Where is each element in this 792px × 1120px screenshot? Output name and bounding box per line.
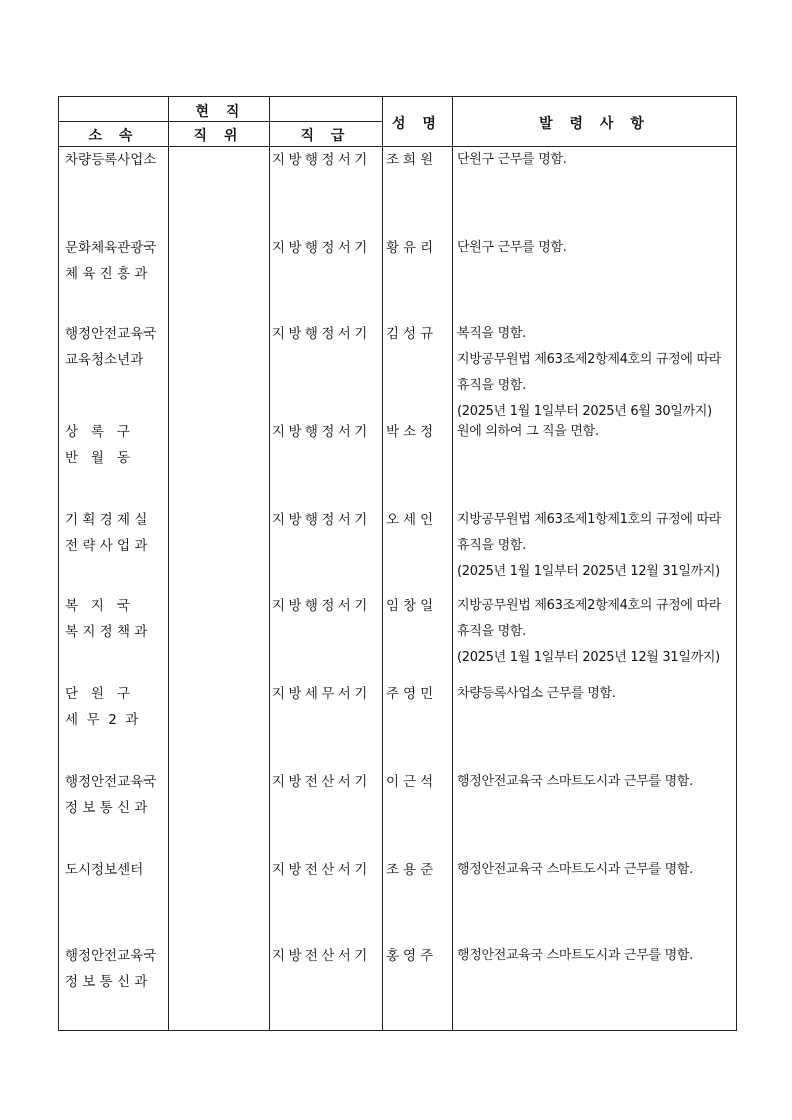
row-grade: 지방행정서기: [272, 598, 371, 614]
row-name: 조희원: [386, 152, 438, 168]
affiliation-line: 행정안전교육국: [65, 774, 157, 790]
affiliation-line: 차량등록사업소: [65, 152, 157, 168]
row-name: 황유리: [386, 240, 438, 256]
row-grade: 지방행정서기: [272, 424, 371, 440]
order-line: 원에 의하여 그 직을 면함.: [457, 424, 599, 439]
row-order: [457, 147, 737, 173]
header-position: 직 위: [193, 128, 244, 144]
row-grade: 지방세무서기: [272, 686, 371, 702]
header-current-position: 현 직: [195, 104, 246, 120]
row-order: [457, 321, 737, 425]
affiliation-line: 교육청소년과: [65, 352, 144, 368]
personnel-table: [58, 96, 737, 1031]
row-name: 김성규: [386, 326, 438, 342]
row-name: 홍영주: [386, 948, 438, 964]
row-order: [457, 769, 737, 795]
row-grade: 지방전산서기: [272, 774, 371, 790]
row-affiliation: [65, 507, 165, 559]
row-order: [457, 943, 737, 969]
order-line: 행정안전교육국 스마트도시과 근무를 명함.: [457, 948, 693, 963]
order-line: 휴직을 명함.: [457, 538, 526, 553]
row-affiliation: [65, 681, 165, 733]
row-grade: 지방행정서기: [272, 326, 371, 342]
row-name: 박소정: [386, 424, 438, 440]
row-grade: 지방전산서기: [272, 948, 371, 964]
header-name: 성 명: [392, 116, 442, 132]
column-divider: [269, 97, 270, 1030]
header-grade: 직 급: [300, 128, 351, 144]
affiliation-line: 기 획 경 제 실: [65, 512, 148, 528]
affiliation-line: 행정안전교육국: [65, 948, 157, 964]
affiliation-line: 단 원 구: [65, 686, 130, 702]
affiliation-line: 전 략 사 업 과: [65, 538, 148, 554]
affiliation-line: 도시정보센터: [65, 862, 144, 878]
order-line: 지방공무원법 제63조제2항제4호의 규정에 따라: [457, 598, 722, 613]
row-affiliation: [65, 593, 165, 645]
order-line: (2025년 1월 1일부터 2025년 12월 31일까지): [457, 564, 720, 579]
order-line: 휴직을 명함.: [457, 378, 526, 393]
column-divider: [452, 97, 453, 1030]
order-line: (2025년 1월 1일부터 2025년 12월 31일까지): [457, 650, 720, 665]
order-line: 복직을 명함.: [457, 326, 526, 341]
row-affiliation: [65, 235, 165, 287]
row-affiliation: [65, 321, 165, 373]
affiliation-line: 상 록 구: [65, 424, 130, 440]
row-affiliation: [65, 769, 165, 821]
order-line: 행정안전교육국 스마트도시과 근무를 명함.: [457, 862, 693, 877]
row-order: [457, 419, 737, 445]
affiliation-line: 체 육 진 흥 과: [65, 266, 148, 282]
row-affiliation: [65, 943, 165, 995]
header-order: 발 령 사 항: [539, 116, 650, 132]
row-name: 임창일: [386, 598, 438, 614]
affiliation-line: 문화체육관광국: [65, 240, 157, 256]
row-affiliation: [65, 147, 165, 173]
affiliation-line: 정 보 통 신 과: [65, 974, 148, 990]
row-grade: 지방행정서기: [272, 152, 371, 168]
affiliation-line: 행정안전교육국: [65, 326, 157, 342]
column-divider: [382, 97, 383, 1030]
header-divider: [59, 121, 382, 122]
order-line: (2025년 1월 1일부터 2025년 6월 30일까지): [457, 404, 712, 419]
header-affiliation: 소 속: [88, 128, 139, 144]
row-grade: 지방행정서기: [272, 512, 371, 528]
row-order: [457, 857, 737, 883]
affiliation-line: 복 지 국: [65, 598, 130, 614]
column-divider: [168, 97, 169, 1030]
row-grade: 지방행정서기: [272, 240, 371, 256]
affiliation-line: 정 보 통 신 과: [65, 800, 148, 816]
row-affiliation: [65, 419, 165, 471]
order-line: 차량등록사업소 근무를 명함.: [457, 686, 616, 701]
affiliation-line: 복 지 정 책 과: [65, 624, 148, 640]
row-order: [457, 235, 737, 261]
row-order: [457, 507, 737, 585]
row-name: 주영민: [386, 686, 438, 702]
row-order: [457, 681, 737, 707]
affiliation-line: 반 월 동: [65, 450, 130, 466]
row-name: 오세인: [386, 512, 438, 528]
order-line: 지방공무원법 제63조제2항제4호의 규정에 따라: [457, 352, 722, 367]
row-grade: 지방전산서기: [272, 862, 371, 878]
row-name: 조용준: [386, 862, 438, 878]
order-line: 행정안전교육국 스마트도시과 근무를 명함.: [457, 774, 693, 789]
row-name: 이근석: [386, 774, 438, 790]
affiliation-line: 세 무 2 과: [65, 712, 139, 728]
order-line: 단원구 근무를 명함.: [457, 240, 567, 255]
order-line: 지방공무원법 제63조제1항제1호의 규정에 따라: [457, 512, 722, 527]
row-order: [457, 593, 737, 671]
order-line: 단원구 근무를 명함.: [457, 152, 567, 167]
row-affiliation: [65, 857, 165, 883]
order-line: 휴직을 명함.: [457, 624, 526, 639]
